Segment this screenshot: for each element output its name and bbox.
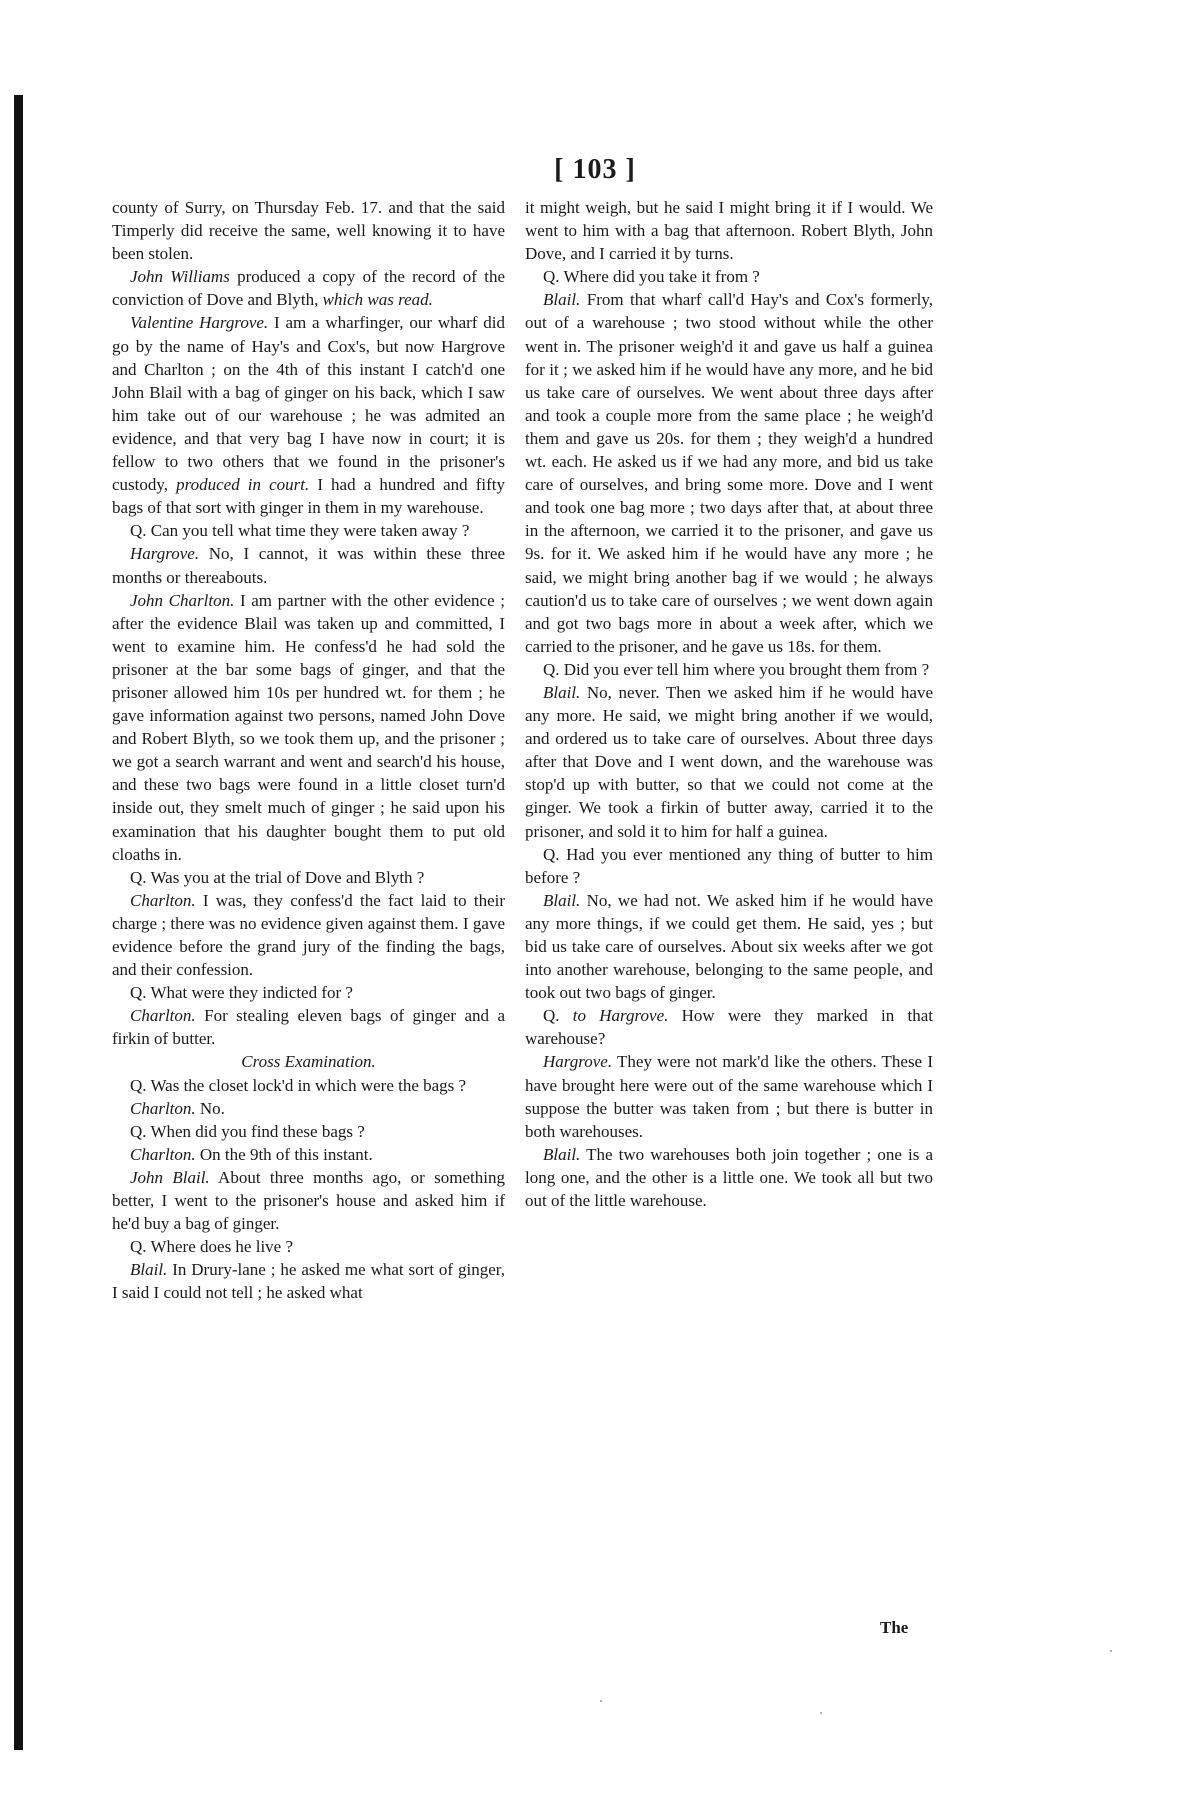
paragraph-text: How were they marked in that warehouse? [525, 1006, 933, 1049]
paragraph [112, 981, 505, 1004]
paragraph [112, 1097, 505, 1120]
paragraph-text: Q. Where did you take it from ? [543, 267, 760, 287]
paragraph-text: The two warehouses both join together ; one is a long one, and the other is a little one. We took all but two out of the little warehouse. [525, 1144, 933, 1211]
section-heading [112, 1050, 505, 1073]
speaker-name: Charlton. [130, 1006, 196, 1026]
paragraph [112, 1143, 505, 1166]
speaker-name: Blail. [543, 290, 581, 310]
speaker-name: Charlton. [130, 890, 196, 910]
paragraph [112, 1258, 505, 1304]
paragraph-text: Q. When did you find these bags ? [130, 1121, 365, 1141]
paragraph [112, 1120, 505, 1143]
paragraph [112, 519, 505, 542]
paragraph-text: No, we had not. We asked him if he would have any more things, if we could get them. He said, yes ; but bid us take care of ourselves. About six weeks after we got into another warehouse, belonging to the same people, and took out two bags of ginger. [525, 890, 933, 1003]
speaker-name: Blail. [543, 1144, 581, 1164]
speaker-name: Hargrove. [543, 1052, 613, 1072]
paragraph-text: I had a hundred and fifty bags of that sort with ginger in them in my warehouse. [112, 475, 506, 518]
page-number: [ 103 ] [554, 154, 636, 185]
paragraph [525, 1143, 933, 1212]
scan-speck [820, 1712, 822, 1714]
speaker-name: to Hargrove. [572, 1006, 669, 1026]
paragraph [525, 1004, 933, 1050]
paragraph-text: No. [195, 1098, 225, 1118]
paragraph-text: Cross Examination. [241, 1052, 376, 1072]
paragraph-text: No, I cannot, it was within these three months or thereabouts. [112, 544, 505, 587]
speaker-name: John Williams [130, 267, 230, 287]
paragraph [112, 889, 505, 981]
paragraph-text: I am a wharfinger, our wharf did go by the name of Hay's and Cox's, but now Hargrove and Charlton ; on the 4th of this instant I catch'd one John Blail with a bag of ginger on his back, which I saw him take out of our warehouse ; he was admited an evidence, and that very bag I have now in court; it is fellow to two others that we found in the prisoner's custody, [112, 313, 505, 495]
paragraph-text: From that wharf call'd Hay's and Cox's formerly, out of a warehouse ; two stood without while the other went in. The prisoner weigh'd it and gave us half a guinea for it ; we asked him if he would have any more, and he bid us take care of ourselves. We went about three days after and took a couple more from the same place ; he weigh'd them and gave us 20s. for them ; they weigh'd a hundred wt. each. He asked us if we had any more, and bid us take care of ourselves, and bring some more. Dove and I went and took one bag more ; two days after that, at about three in the afternoon, we carried it to the prisoner, and gave us 9s. for it. We asked him if he would have any more ; he said, we might bring another bag if we would ; he always caution'd us to take care of ourselves ; we went down again and got two bags more in about a week after, which we carried to the prisoner, and he gave us 18s. for them. [525, 290, 933, 656]
left-column [112, 196, 505, 1305]
scan-speck [1110, 1650, 1112, 1652]
paragraph [112, 311, 505, 519]
paragraph-text: Q. Was the closet lock'd in which were the bags ? [130, 1075, 467, 1095]
speaker-name: Charlton. [130, 1098, 196, 1118]
paragraph-text: Q. [543, 1006, 573, 1026]
right-column [525, 196, 933, 1212]
paragraph-text: Q. What were they indicted for ? [130, 983, 353, 1003]
paragraph [525, 889, 933, 1004]
paragraph-text: In Drury-lane ; he asked me what sort of ginger, I said I could not tell ; he asked what [112, 1260, 505, 1303]
paragraph [112, 589, 505, 866]
paragraph-text: Q. Where does he live ? [130, 1237, 294, 1257]
paragraph [112, 196, 505, 265]
paragraph [525, 658, 933, 681]
speaker-name: Hargrove. [130, 544, 200, 564]
speaker-name: Valentine Hargrove. [130, 313, 269, 333]
paragraph-text: county of Surry, on Thursday Feb. 17. and that the said Timperly did receive the same, well knowing it to have been stolen. [112, 198, 505, 264]
paragraph-text: Q. Had you ever mentioned any thing of butter to him before ? [525, 844, 933, 887]
paragraph [525, 196, 933, 265]
paragraph-text: No, never. Then we asked him if he would have any more. He said, we might bring another if we would, and ordered us to take care of ourselves. About three days after that Dove and I went down, and the warehouse was stop'd up with butter, so that we could not come at the ginger. We took a firkin of butter away, carried it to the prisoner, and sold it to him for half a guinea. [525, 682, 933, 841]
paragraph-text: For stealing eleven bags of ginger and a firkin of butter. [112, 1006, 505, 1049]
speaker-name: Blail. [543, 890, 581, 910]
speaker-name: John Blail. [130, 1167, 210, 1187]
paragraph [112, 1235, 505, 1258]
paragraph [525, 1050, 933, 1142]
paragraph [112, 542, 505, 588]
italic-text: produced in court. [176, 475, 310, 495]
paragraph-text: Q. Can you tell what time they were taken away ? [130, 521, 470, 541]
speaker-name: Charlton. [130, 1144, 196, 1164]
paragraph-text: it might weigh, but he said I might bring it if I would. We went to him with a bag that afternoon. Robert Blyth, John Dove, and I carried it by turns. [525, 198, 933, 264]
paragraph [525, 681, 933, 843]
speaker-name: Blail. [543, 682, 581, 702]
paragraph [525, 288, 933, 658]
paragraph-text: Q. Was you at the trial of Dove and Blyth ? [130, 867, 425, 887]
paragraph-text: produced a copy of the record of the conviction of Dove and Blyth, [112, 267, 505, 310]
italic-text: which was read. [322, 290, 433, 310]
paragraph [112, 1004, 505, 1050]
paragraph-text: I was, they confess'd the fact laid to their charge ; there was no evidence given against them. I gave evidence before the grand jury of the finding the bags, and their confession. [112, 890, 505, 980]
paragraph [112, 866, 505, 889]
speaker-name: Blail. [130, 1260, 168, 1280]
paragraph-text: About three months ago, or something better, I went to the prisoner's house and asked him if he'd buy a bag of ginger. [112, 1167, 505, 1234]
scan-speck [600, 1700, 602, 1702]
paragraph-text: They were not mark'd like the others. These I have brought here were out of the same warehouse which I suppose the butter was taken from ; but there is butter in both warehouses. [525, 1052, 933, 1141]
speaker-name: John Charlton. [130, 590, 235, 610]
catchword: The [880, 1618, 909, 1637]
paragraph-text: Q. Did you ever tell him where you brought them from ? [543, 659, 930, 679]
paragraph [112, 1074, 505, 1097]
paragraph-text: On the 9th of this instant. [195, 1144, 373, 1164]
binding-edge [14, 95, 23, 1750]
paragraph [525, 265, 933, 288]
paragraph [112, 265, 505, 311]
paragraph [112, 1166, 505, 1235]
paragraph [525, 843, 933, 889]
paragraph-text: I am partner with the other evidence ; after the evidence Blail was taken up and committed, I went to examine him. He confess'd he had sold the prisoner at the bar some bags of ginger, and that the prisoner allowed him 10s per hundred wt. for them ; he gave information against two persons, named John Dove and Robert Blyth, so we took them up, and the prisoner ; we got a search warrant and went and search'd his house, and these two bags were found in a little closet turn'd inside out, they smelt much of ginger ; he said upon his examination that his daughter bought them to put old cloaths in. [112, 590, 505, 864]
